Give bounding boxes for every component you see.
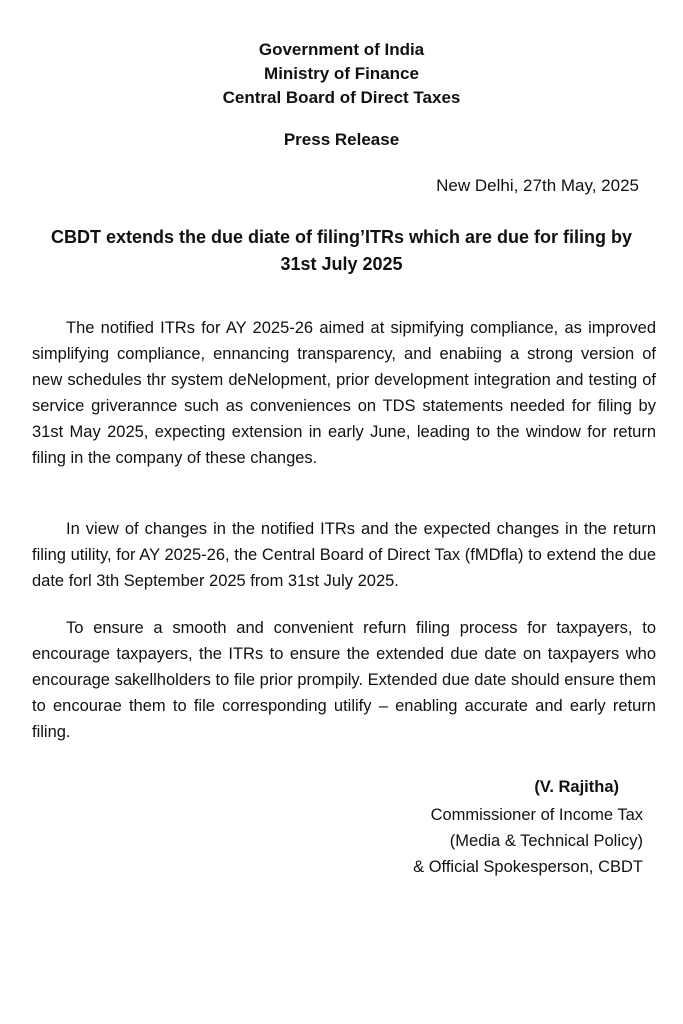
signatory-title: Commissioner of Income Tax xyxy=(430,806,643,824)
paragraph-2: In view of changes in the notified ITRs and the expected changes in the return filing utility, for AY 2025-26, the Central Board of Direct Tax (fMDfla) to extend the due date forl 3th September 2025 from 31st July 2025. xyxy=(32,519,656,590)
signatory-role: & Official Spokesperson, CBDT xyxy=(413,858,643,876)
header-board: Central Board of Direct Taxes xyxy=(222,88,461,107)
document-header xyxy=(0,38,683,110)
header-ministry: Ministry of Finance xyxy=(264,64,419,83)
signature-block xyxy=(343,774,643,880)
paragraph-1: The notified ITRs for AY 2025-26 aimed at sipmifying compliance, as improved simplifying compliance, ennancing transparency, and enabiing a strong version of new schedules thr system deNelopment, prior development integration and testing of service griverannce such as conveniences on TDS statements needed for filing by 31st May 2025, expecting extension in early June, leading to the window for return filing in the company of these changes. xyxy=(32,318,656,467)
headline: CBDT extends the due diate of filing’ITRs which are due for filing by 31st July 2025 xyxy=(50,227,633,274)
dateline: New Delhi, 27th May, 2025 xyxy=(436,176,639,195)
signatory-name: (V. Rajitha) xyxy=(534,778,619,796)
header-government: Government of India xyxy=(258,40,425,59)
paragraph-3: To ensure a smooth and convenient refurn filing process for taxpayers, to encourage taxpayers, the ITRs to ensure the extended due date on taxpayers who encourage sakellholders to file prior prompily. Extended due date should ensure them to encourae them to file corresponding utilify – enabling accurate and early return filing. xyxy=(32,618,656,741)
signatory-division: (Media & Technical Policy) xyxy=(449,832,643,850)
press-release-label: Press Release xyxy=(283,130,400,149)
